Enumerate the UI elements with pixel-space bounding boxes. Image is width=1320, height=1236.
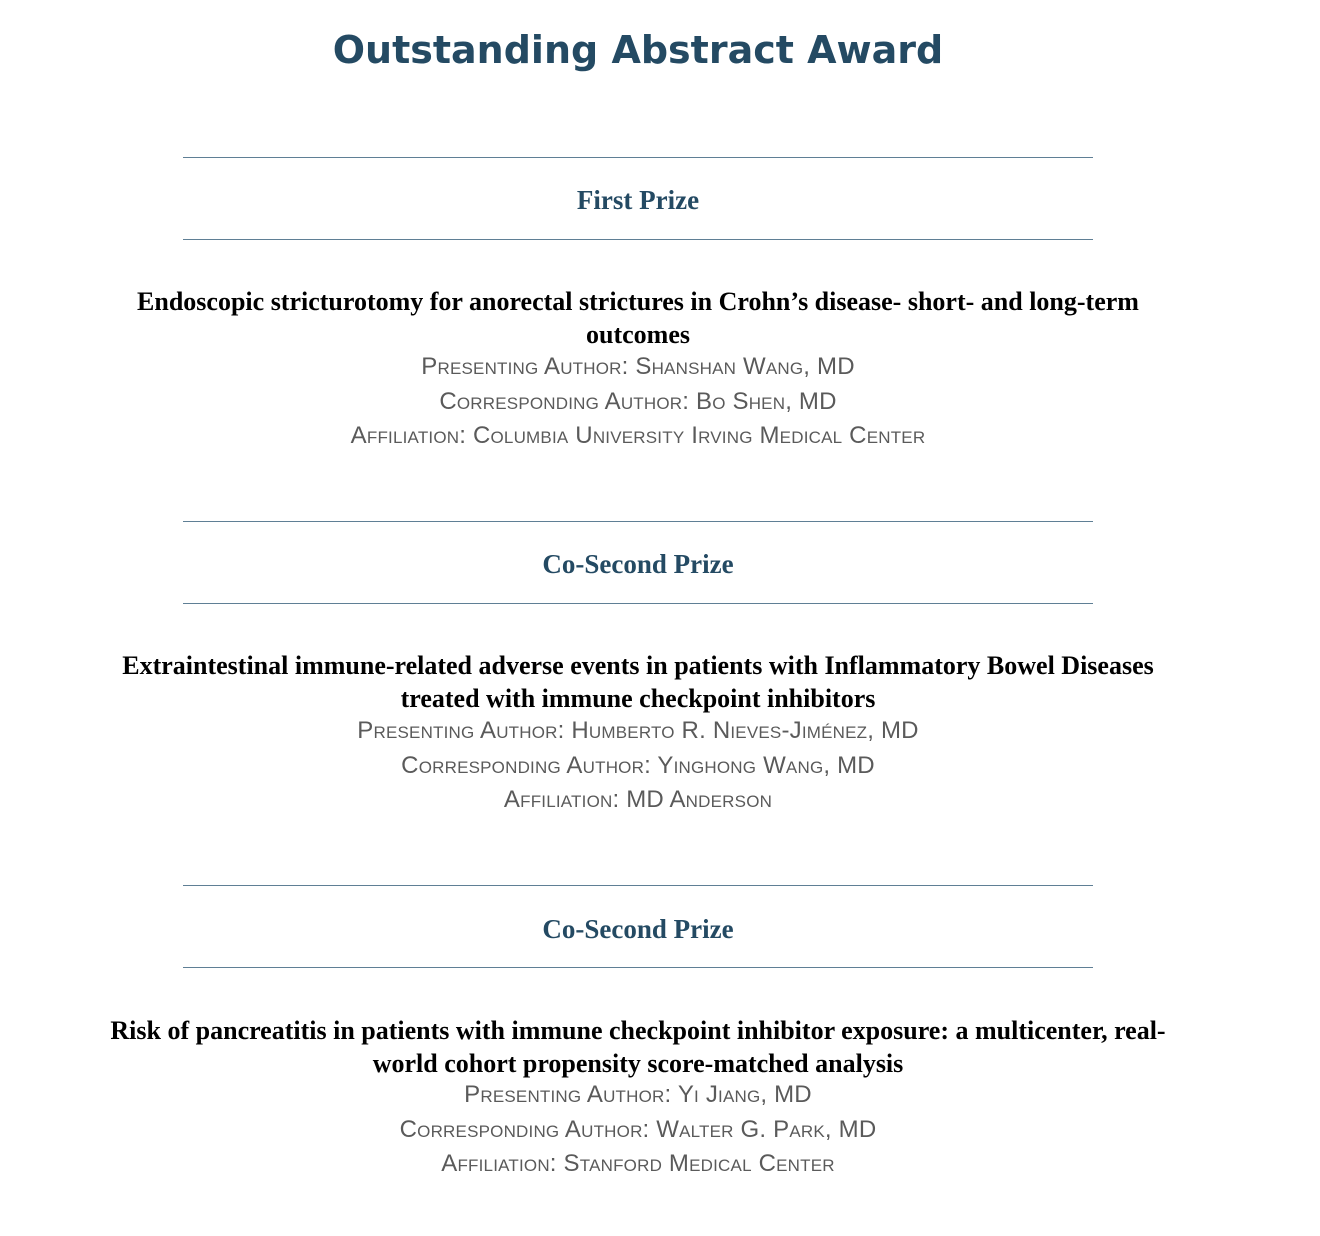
divider-bottom — [183, 239, 1093, 240]
prize-label: First Prize — [576, 185, 700, 215]
divider-top — [183, 157, 1093, 158]
abstract-title: Extraintestinal immune-related adverse events in patients with Inflammatory Bowel Diseases treated with immune checkpoint inhibitors — [122, 651, 1154, 713]
abstract-title: Risk of pancreatitis in patients with immune checkpoint inhibitor exposure: a multicenter, real-world cohort propensity score-matched analysis — [110, 1016, 1166, 1078]
corresponding-author: Corresponding Author: Walter G. Park, MD — [399, 1116, 877, 1143]
presenting-author: Presenting Author: Shanshan Wang, MD — [421, 353, 855, 380]
presenting-author: Presenting Author: Humberto R. Nieves-Jiménez, MD — [357, 717, 919, 744]
corresponding-author: Corresponding Author: Yinghong Wang, MD — [401, 752, 875, 779]
divider-bottom — [183, 967, 1093, 968]
affiliation: Affiliation: Columbia University Irving Medical Center — [350, 422, 926, 449]
divider-top — [183, 521, 1093, 522]
prize-label: Co-Second Prize — [542, 549, 734, 579]
corresponding-author: Corresponding Author: Bo Shen, MD — [439, 388, 837, 415]
affiliation: Affiliation: MD Anderson — [503, 786, 773, 813]
divider-bottom — [183, 603, 1093, 604]
page-title: Outstanding Abstract Award — [332, 28, 944, 72]
prize-label: Co-Second Prize — [542, 914, 734, 944]
divider-top — [183, 885, 1093, 886]
affiliation: Affiliation: Stanford Medical Center — [441, 1150, 835, 1177]
abstract-title: Endoscopic stricturotomy for anorectal strictures in Crohn’s disease- short- and long-term outcomes — [137, 287, 1139, 349]
presenting-author: Presenting Author: Yi Jiang, MD — [464, 1081, 812, 1108]
